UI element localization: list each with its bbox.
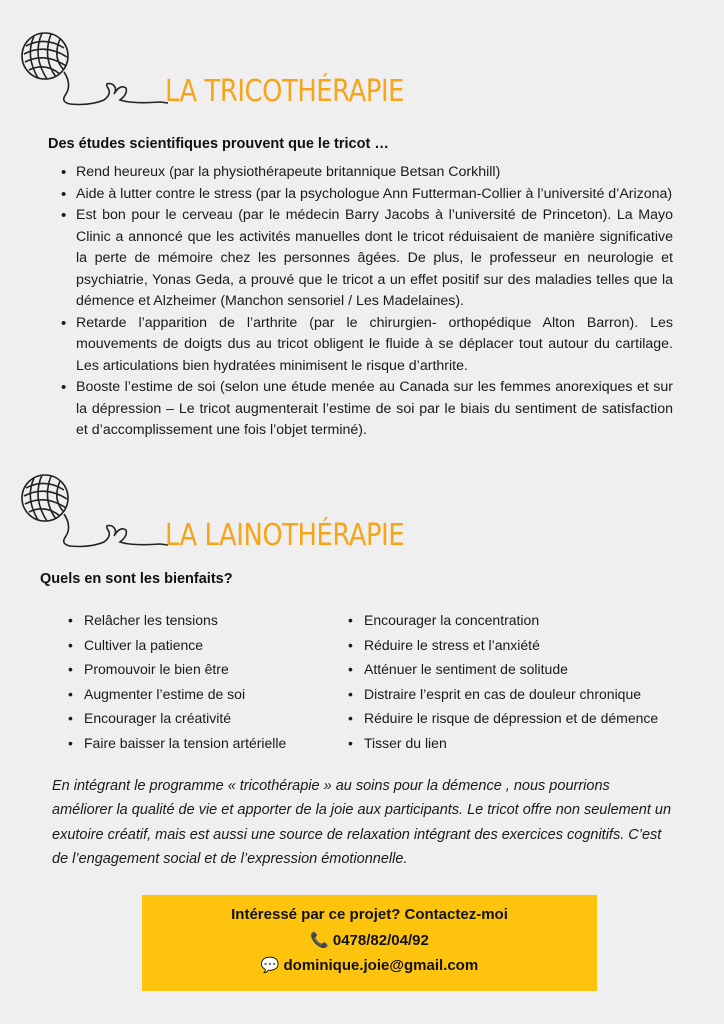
list-item: • Cultiver la patience xyxy=(84,633,286,658)
list-item: • Réduire le risque de dépression et de démence xyxy=(364,706,658,731)
list-item: • Encourager la créativité xyxy=(84,706,286,731)
benefits-left-column xyxy=(84,608,286,756)
contact-headline: Intéressé par ce projet? Contactez-moi xyxy=(231,906,508,923)
list-item: • Distraire l’esprit en cas de douleur chronique xyxy=(364,682,658,707)
list-item: • Aide à lutter contre le stress (par la psychologue Ann Futterman-Collier à l’université d’Arizona) xyxy=(76,184,673,206)
conclusion-paragraph: En intégrant le programme « tricothérapie » au soins pour la démence , nous pourrions améliorer la qualité de vie et apporter de la joie aux participants. Le tricot offre non seulement un exutoire créatif, mais est aussi une source de relaxation intégrant des exercices cognitifs. C’est de l’engagement social et de l’expression émotionnelle. xyxy=(52,778,672,867)
section-title-lainotherapie: LA LAINOTHÉRAPIE xyxy=(165,518,405,553)
section1-intro: Des études scientifiques prouvent que le tricot … xyxy=(48,136,389,152)
list-item: • Booste l’estime de soi (selon une étude menée au Canada sur les femmes anorexiques et sur la dépression – Le tricot augmenterait l’estime de soi par le biais du sentiment de satisfaction et d’accomplissement une fois l’objet terminé). xyxy=(76,377,673,442)
list-item: • Relâcher les tensions xyxy=(84,608,286,633)
list-item: • Est bon pour le cerveau (par le médecin Barry Jacobs à l’université de Princeton). La Mayo Clinic a annoncé que les activités manuelles dont le tricot réduisaient de manière significative la perte de mémoire chez les personnes âgées. De plus, le professeur en neurologie et psychiatrie, Yonas Geda, a prouvé que le tricot a un effet positif sur des maladies telles que la démence et Alzheimer (Manchon sensoriel / Les Madelaines). xyxy=(76,205,673,313)
list-item: • Augmenter l’estime de soi xyxy=(84,682,286,707)
benefits-right-column xyxy=(364,608,658,756)
contact-email[interactable]: dominique.joie@gmail.com xyxy=(283,957,479,974)
list-item: • Encourager la concentration xyxy=(364,608,658,633)
list-item: • Rend heureux (par la physiothérapeute britannique Betsan Corkhill) xyxy=(76,162,673,184)
list-item: • Atténuer le sentiment de solitude xyxy=(364,657,658,682)
speech-bubble-icon: 💬 xyxy=(260,957,280,974)
list-item: • Faire baisser la tension artérielle xyxy=(84,731,286,756)
contact-phone-line[interactable] xyxy=(142,928,597,954)
list-item: • Tisser du lien xyxy=(364,731,658,756)
section-title-tricotherapie: LA TRICOTHÉRAPIE xyxy=(165,74,405,109)
contact-phone[interactable]: 0478/82/04/92 xyxy=(332,931,429,949)
contact-box xyxy=(142,895,597,991)
list-item: • Retarde l’apparition de l’arthrite (par le chirurgien- orthopédique Alton Barron). Les mouvements de doigts dus au tricot obligent le fluide à se déplacer tout autour du cartilage. Les articulations bien hydratées minimisent le risque d’arthrite. xyxy=(76,313,673,378)
phone-icon: 📞 xyxy=(310,931,329,949)
list-item: • Promouvoir le bien être xyxy=(84,657,286,682)
list-item: • Réduire le stress et l’anxiété xyxy=(364,633,658,658)
section2-intro: Quels en sont les bienfaits? xyxy=(40,571,233,587)
contact-email-line[interactable] xyxy=(142,953,597,979)
benefits-list xyxy=(76,162,673,442)
